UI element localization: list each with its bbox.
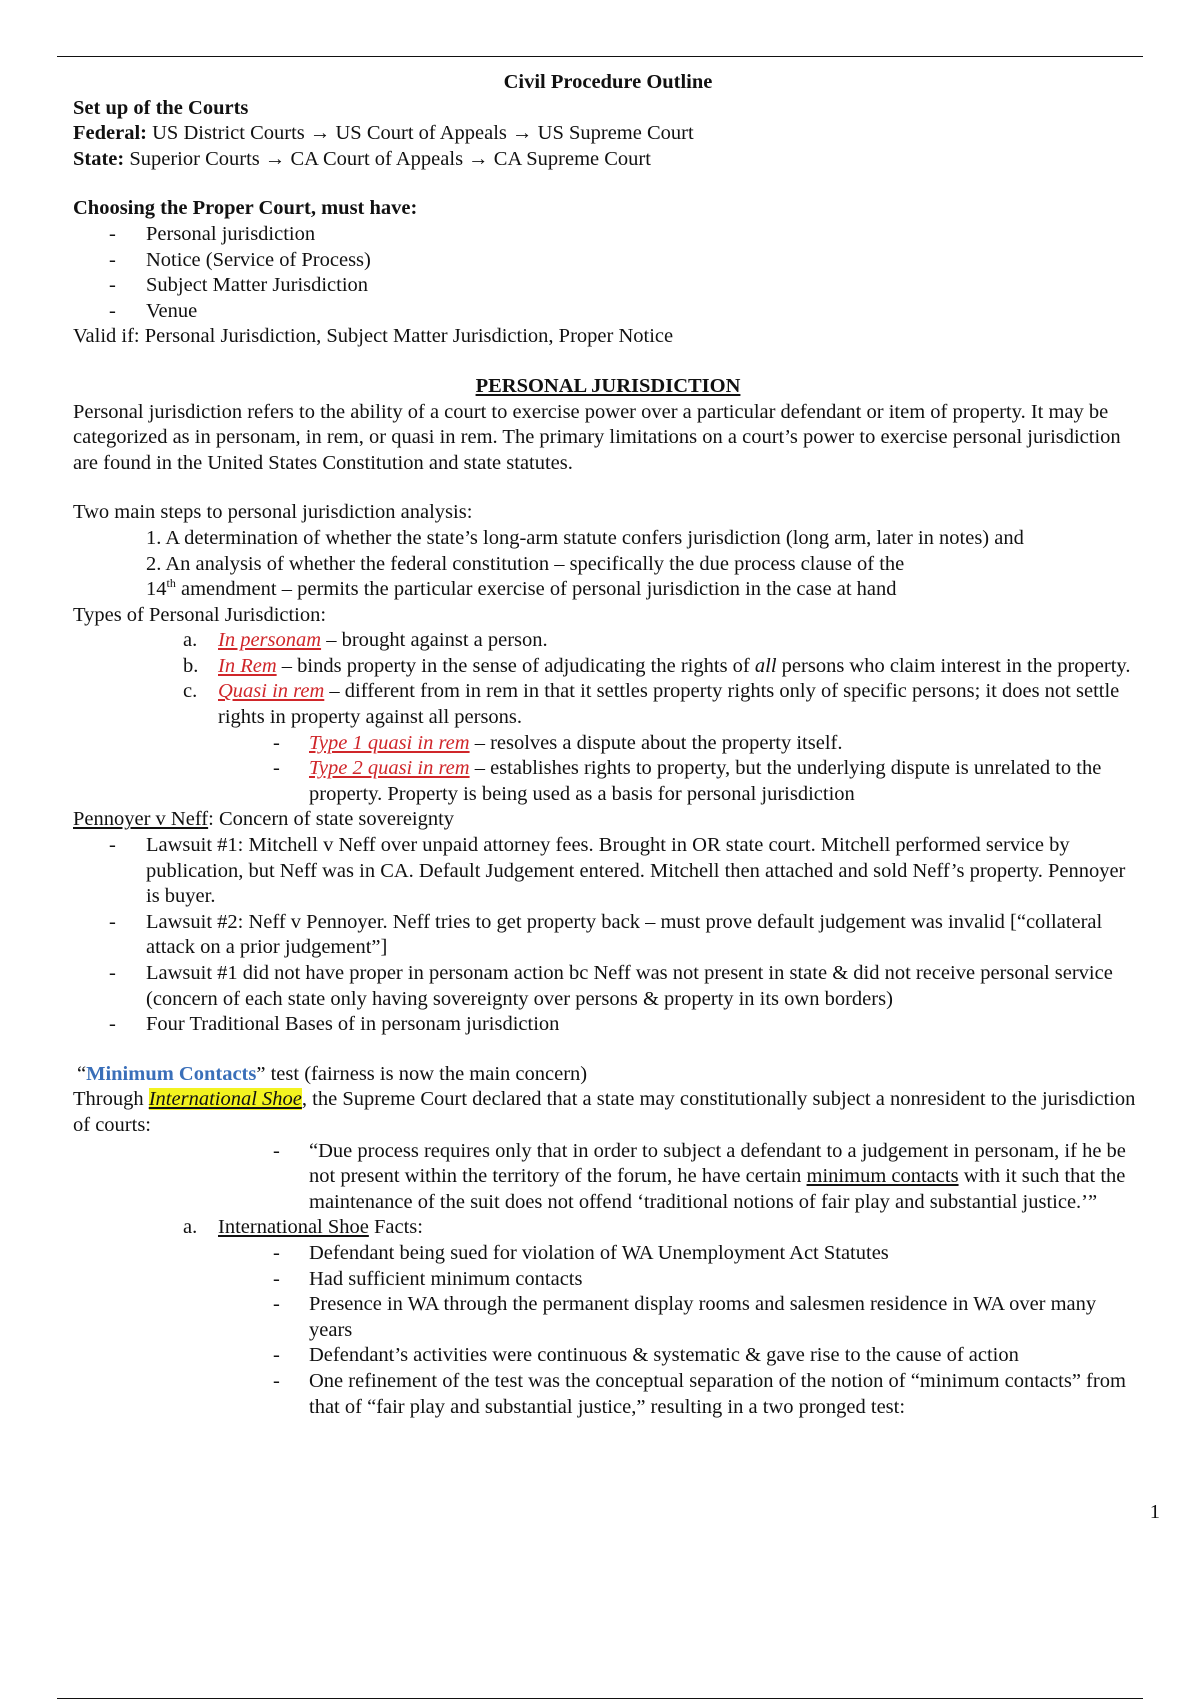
list-item: - Personal jurisdiction bbox=[73, 222, 1143, 248]
list-item: - One refinement of the test was the conceptual separation of the notion of “minimum contacts” from that of “fair play and substantial justice,” resulting in a two pronged test: bbox=[73, 1369, 1143, 1420]
federal-line bbox=[73, 121, 1143, 147]
list-item: - Lawsuit #1: Mitchell v Neff over unpaid attorney fees. Brought in OR state court. Mitchell performed service by publication, but Neff was in CA. Default Judgement entered. Mitchell then attached and sold Neff’s property. Pennoyer is buyer. bbox=[73, 833, 1143, 910]
list-item: - Presence in WA through the permanent display rooms and salesmen residence in WA over many years bbox=[73, 1292, 1143, 1343]
types-heading: Types of Personal Jurisdiction: bbox=[73, 603, 327, 626]
term-type-1-quasi: Type 1 quasi in rem bbox=[309, 731, 470, 754]
state-label: State: bbox=[73, 147, 125, 170]
quasi-type-2: - Type 2 quasi in rem – establishes rights to property, but the underlying dispute is unrelated to the property. Property is being used as a basis for personal jurisdiction bbox=[73, 756, 1143, 807]
type-item-c: c. Quasi in rem – different from in rem in that it settles property rights only of specific persons; it does not settle rights in property against all persons. bbox=[183, 680, 1120, 729]
minimum-contacts-heading: “Minimum Contacts” test (fairness is now the main concern) bbox=[77, 1062, 588, 1085]
steps-heading: Two main steps to personal jurisdiction analysis: bbox=[73, 501, 473, 524]
international-shoe-intro: Through International Shoe, the Supreme Court declared that a state may constitutionally subject a nonresident to the jurisdiction of courts: bbox=[73, 1088, 1136, 1136]
type-item-b: b. In Rem – binds property in the sense of adjudicating the rights of all persons who claim interest in the property. bbox=[183, 654, 1131, 677]
term-type-2-quasi: Type 2 quasi in rem bbox=[309, 757, 470, 780]
header-rule bbox=[57, 56, 1143, 57]
list-item: - Defendant’s activities were continuous & systematic & gave rise to the cause of action bbox=[73, 1343, 1143, 1369]
pennoyer-heading: Pennoyer v Neff: Concern of state sovereignty bbox=[73, 808, 455, 831]
term-quasi-in-rem: Quasi in rem bbox=[218, 680, 325, 703]
list-item: - Subject Matter Jurisdiction bbox=[73, 273, 1143, 299]
step-2-continued: 14th amendment – permits the particular exercise of personal jurisdiction in the case at hand bbox=[146, 576, 897, 601]
step-2: 2. An analysis of whether the federal constitution – specifically the due process clause of the bbox=[146, 552, 905, 575]
list-item: - Venue bbox=[73, 299, 1143, 325]
federal-label: Federal: bbox=[73, 122, 147, 145]
page-title: Civil Procedure Outline bbox=[503, 71, 713, 93]
step-1: 1. A determination of whether the state’s long-arm statute confers jurisdiction (long arm, later in notes) and bbox=[146, 526, 1024, 549]
due-process-quote: - “Due process requires only that in order to subject a defendant to a judgement in personam, if he be not present within the territory of the forum, he have certain minimum contacts with it such that the maintenance of the suit does not offend ‘traditional notions of fair play and substantial justice.’” bbox=[73, 1139, 1143, 1216]
list-item: - Lawsuit #2: Neff v Pennoyer. Neff tries to get property back – must prove default judgement was invalid [“collateral attack on a prior judgement”] bbox=[73, 910, 1143, 961]
federal-text: US District Courts → US Court of Appeals → US Supreme Court bbox=[152, 122, 694, 145]
list-item: - Four Traditional Bases of in personam jurisdiction bbox=[73, 1012, 1143, 1038]
pj-intro: Personal jurisdiction refers to the ability of a court to exercise power over a particular defendant or item of property. It may be categorized as in personam, in rem, or quasi in rem. The primary limitations on a court’s power to exercise personal jurisdiction are found in the United States Constitution and state statutes. bbox=[73, 400, 1121, 474]
term-in-personam: In personam bbox=[218, 629, 322, 652]
document-body bbox=[73, 70, 1143, 1420]
quasi-type-1: - Type 1 quasi in rem – resolves a dispute about the property itself. bbox=[73, 731, 1143, 757]
state-text: Superior Courts → CA Court of Appeals → CA Supreme Court bbox=[129, 147, 651, 170]
list-item: - Notice (Service of Process) bbox=[73, 248, 1143, 274]
state-line bbox=[73, 147, 1143, 173]
list-item: - Had sufficient minimum contacts bbox=[73, 1267, 1143, 1293]
choosing-heading: Choosing the Proper Court, must have: bbox=[73, 197, 418, 220]
valid-line: Valid if: Personal Jurisdiction, Subject Matter Jurisdiction, Proper Notice bbox=[73, 325, 674, 348]
footer-rule bbox=[57, 1698, 1143, 1699]
list-item: - Defendant being sued for violation of WA Unemployment Act Statutes bbox=[73, 1241, 1143, 1267]
type-item-a: a. In personam – brought against a person. bbox=[183, 629, 548, 652]
list-item: - Lawsuit #1 did not have proper in personam action bc Neff was not present in state & did not receive personal service (concern of each state only having sovereignty over persons & property in its own borders) bbox=[73, 961, 1143, 1012]
section-heading-personal-jurisdiction: PERSONAL JURISDICTION bbox=[475, 374, 741, 397]
page-number: 1 bbox=[1149, 1501, 1160, 1523]
highlight-international-shoe: International Shoe bbox=[148, 1088, 302, 1111]
facts-heading: a. International Shoe Facts: bbox=[183, 1216, 423, 1239]
term-in-rem: In Rem bbox=[218, 654, 277, 677]
setup-heading: Set up of the Courts bbox=[73, 96, 249, 119]
term-minimum-contacts: Minimum Contacts bbox=[86, 1062, 257, 1085]
